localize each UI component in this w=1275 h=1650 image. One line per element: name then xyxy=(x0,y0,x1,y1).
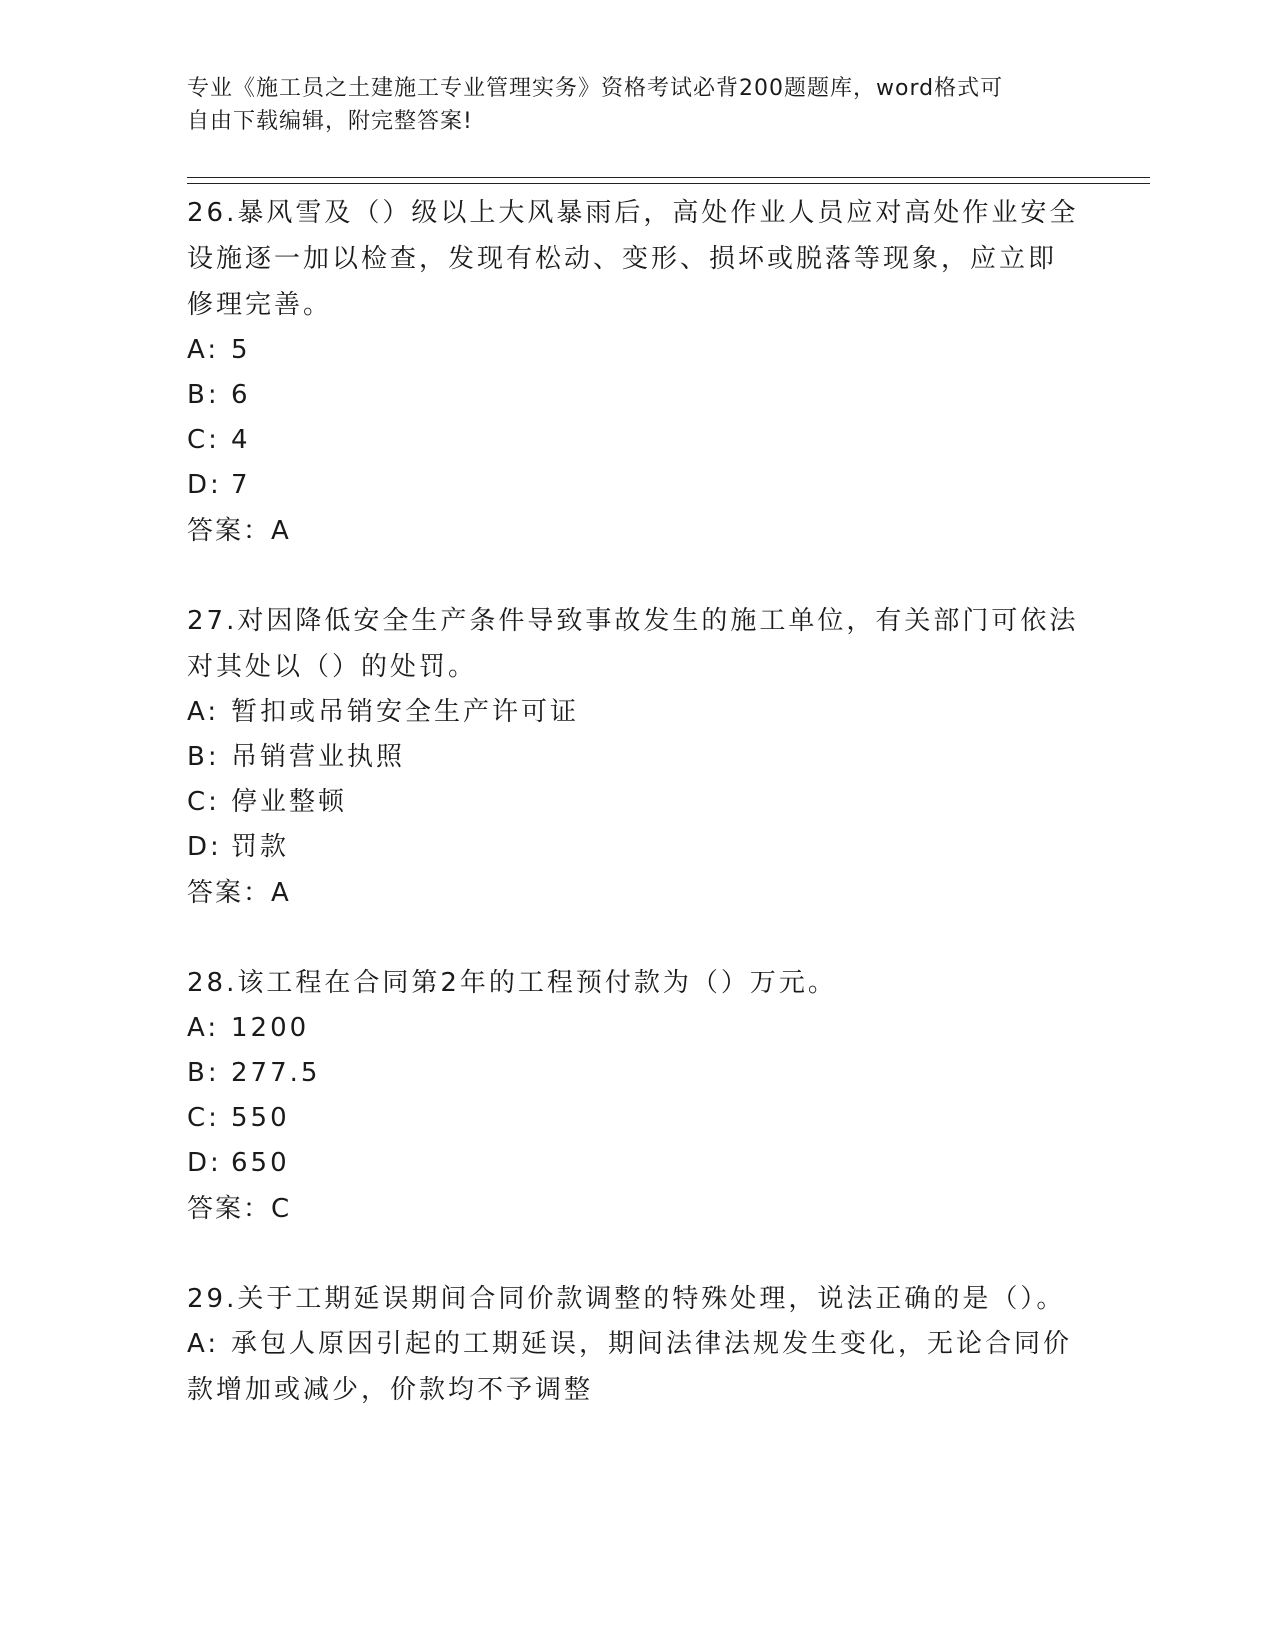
option-a-continuation: 款增加或减少，价款均不予调整 xyxy=(187,1375,594,1405)
option-b: B: 277.5 xyxy=(187,1058,321,1088)
header-line-2: 自由下载编辑，附完整答案! xyxy=(187,109,473,134)
option-d: D: 650 xyxy=(187,1148,290,1178)
question-28 xyxy=(187,960,1087,1232)
answer-value: A xyxy=(271,878,289,908)
option-a: A: 承包人原因引起的工期延误，期间法律法规发生变化，无论合同价 xyxy=(187,1329,1073,1359)
header-line-1: 专业《施工员之土建施工专业管理实务》资格考试必背200题题库，word格式可 xyxy=(187,76,1004,101)
question-list xyxy=(187,190,1087,1457)
question-stem-line: 对其处以（）的处罚。 xyxy=(187,652,478,682)
question-stem-line: 29.关于工期延误期间合同价款调整的特殊处理，说法正确的是（）。 xyxy=(187,1284,1066,1314)
question-29 xyxy=(187,1276,1087,1413)
option-d: D: 7 xyxy=(187,470,251,500)
option-c: C: 停业整顿 xyxy=(187,787,348,817)
option-c: C: 4 xyxy=(187,425,251,455)
option-a: A: 5 xyxy=(187,335,251,365)
option-b: B: 吊销营业执照 xyxy=(187,742,406,772)
question-27 xyxy=(187,598,1087,916)
option-c: C: 550 xyxy=(187,1103,290,1133)
option-a: A: 暂扣或吊销安全生产许可证 xyxy=(187,697,580,727)
answer-line: 答案：A xyxy=(187,878,289,908)
option-d: D: 罚款 xyxy=(187,832,290,862)
answer-value: C xyxy=(271,1194,290,1224)
option-a: A: 1200 xyxy=(187,1013,310,1043)
question-26 xyxy=(187,190,1087,554)
question-stem-line: 修理完善。 xyxy=(187,290,333,320)
document-header xyxy=(187,72,1067,138)
header-divider-top xyxy=(187,177,1150,178)
question-stem-line: 26.暴风雪及（）级以上大风暴雨后，高处作业人员应对高处作业安全 xyxy=(187,198,1079,228)
question-stem-line: 28.该工程在合同第2年的工程预付款为（）万元。 xyxy=(187,968,837,998)
option-b: B: 6 xyxy=(187,380,251,410)
question-stem-line: 设施逐一加以检查，发现有松动、变形、损坏或脱落等现象，应立即 xyxy=(187,244,1058,274)
answer-line: 答案：C xyxy=(187,1194,290,1224)
header-divider-bottom xyxy=(187,183,1150,184)
question-stem-line: 27.对因降低安全生产条件导致事故发生的施工单位，有关部门可依法 xyxy=(187,606,1079,636)
answer-value: A xyxy=(271,516,289,546)
answer-line: 答案：A xyxy=(187,516,289,546)
